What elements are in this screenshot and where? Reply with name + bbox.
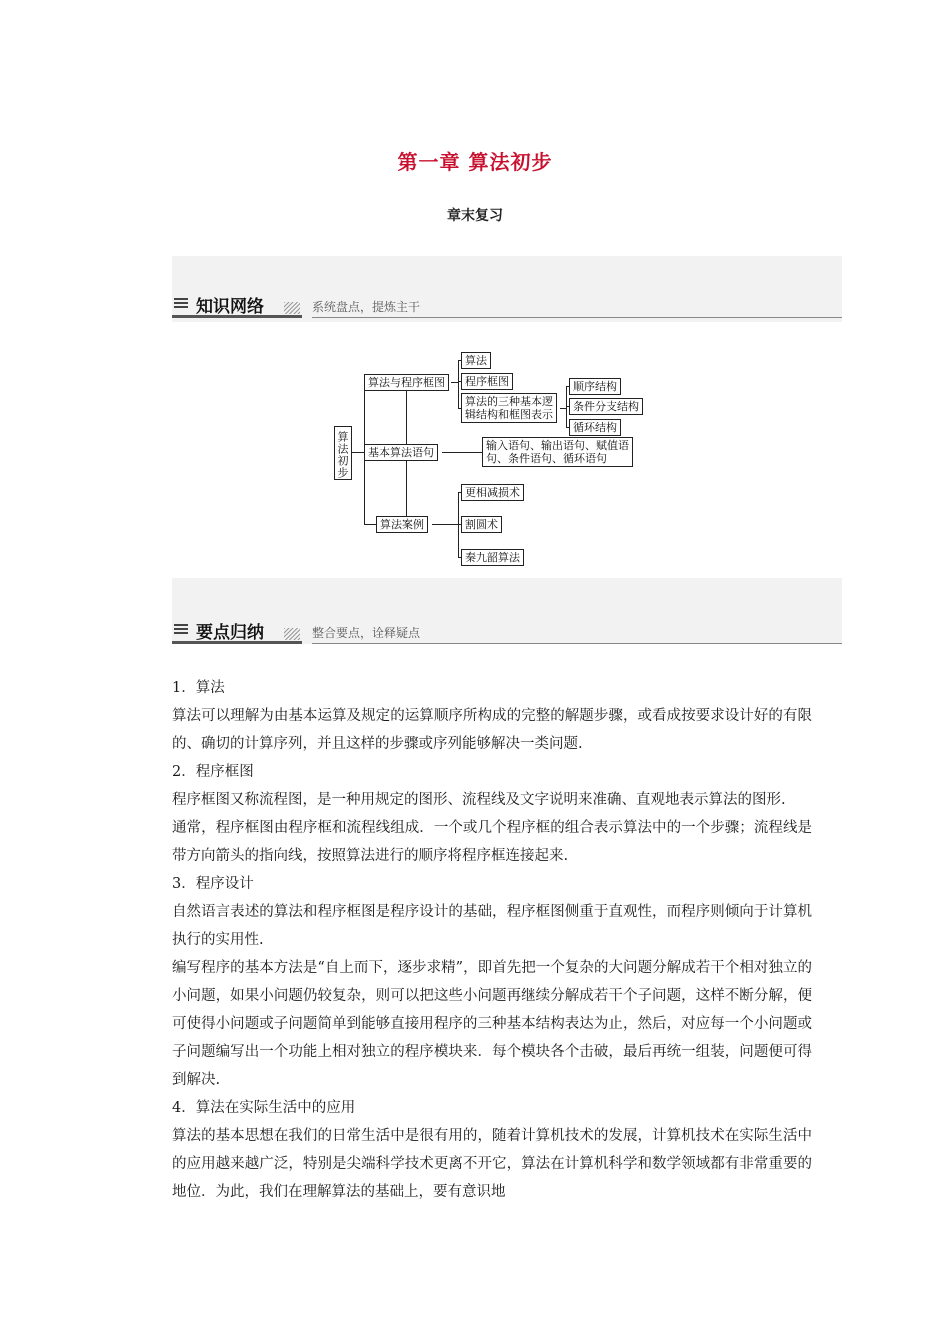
paragraph: 编写程序的基本方法是“自上而下，逐步求精”，即首先把一个复杂的大问题分解成若干个相对独立的小问题，如果小问题仍较复杂，则可以把这些小问题再继续分解成若干个子问题，这样不断分解，便可使得小问题或子问题简单到能够直接用程序的三种基本结构表达为止，然后，对应每一个小问题或子问题编写出一个功能上相对独立的程序模块来．每个模块各个击破，最后再统一组装，问题便可得到解决. [172, 960, 812, 1088]
paragraph: 自然语言表述的算法和程序框图是程序设计的基础，程序框图侧重于直观性，而程序则倾向于计算机执行的实用性. [172, 904, 812, 948]
node-three-structures [461, 393, 557, 423]
node-statement-list [482, 437, 633, 467]
heading-flowchart: 2．程序框图 [172, 764, 254, 780]
heading-algorithm: 1．算法 [172, 680, 225, 696]
heading-program-design: 3．程序设计 [172, 876, 254, 892]
header-title: 要点归纳 [196, 623, 264, 643]
node-subtraction-method: 更相减损术 [461, 484, 524, 501]
node-conditional-structure: 条件分支结构 [569, 398, 643, 415]
node-qin-jiushao: 秦九韶算法 [461, 549, 524, 566]
node-circle-cutting: 割圆术 [461, 516, 502, 533]
list-lines-icon [174, 624, 188, 638]
hatch-icon [284, 628, 300, 640]
hatch-icon [284, 302, 300, 314]
key-points-body [172, 674, 812, 1206]
node-statement-list-line1: 输入语句、输出语句、赋值语 [486, 439, 629, 452]
header-desc: 系统盘点，提炼主干 [312, 300, 421, 314]
node-algorithm: 算法 [461, 352, 491, 369]
paragraph: 算法的基本思想在我们的日常生活中是很有用的，随着计算机技术的发展，计算机技术在实际生活中的应用越来越广泛，特别是尖端科学技术更离不开它，算法在计算机科学和数学领域都有非常重要的地位．为此，我们在理解算法的基础上，要有意识地 [172, 1128, 812, 1200]
node-loop-structure: 循环结构 [569, 419, 621, 436]
section-header-keypoints [172, 620, 842, 644]
knowledge-network-diagram [320, 340, 660, 575]
header-title: 知识网络 [196, 297, 264, 317]
node-root: 算法初步 [334, 426, 352, 480]
node-three-structures-line2: 辑结构和框图表示 [465, 408, 553, 421]
paragraph: 程序框图又称流程图，是一种用规定的图形、流程线及文字说明来准确、直观地表示算法的图形. [172, 792, 786, 808]
paragraph: 算法可以理解为由基本运算及规定的运算顺序所构成的完整的解题步骤，或看成按要求设计好的有限的、确切的计算序列，并且这样的步骤或序列能够解决一类问题. [172, 708, 812, 752]
node-basic-statements: 基本算法语句 [364, 444, 438, 461]
node-algorithm-flowchart: 算法与程序框图 [364, 374, 449, 391]
chapter-title: 第一章 算法初步 [397, 150, 553, 174]
node-sequence-structure: 顺序结构 [569, 378, 621, 395]
header-desc: 整合要点，诠释疑点 [312, 626, 421, 640]
list-lines-icon [174, 298, 188, 312]
node-statement-list-line2: 句、条件语句、循环语句 [486, 452, 607, 465]
paragraph: 通常，程序框图由程序框和流程线组成．一个或几个程序框的组合表示算法中的一个步骤；流程线是带方向箭头的指向线，按照算法进行的顺序将程序框连接起来. [172, 820, 812, 864]
node-algorithm-cases: 算法案例 [376, 516, 428, 533]
node-three-structures-line1: 算法的三种基本逻 [465, 395, 553, 408]
section-header-knowledge [172, 294, 842, 318]
node-flowchart: 程序框图 [461, 373, 513, 390]
heading-applications: 4．算法在实际生活中的应用 [172, 1100, 356, 1116]
section-title: 章末复习 [447, 208, 503, 224]
